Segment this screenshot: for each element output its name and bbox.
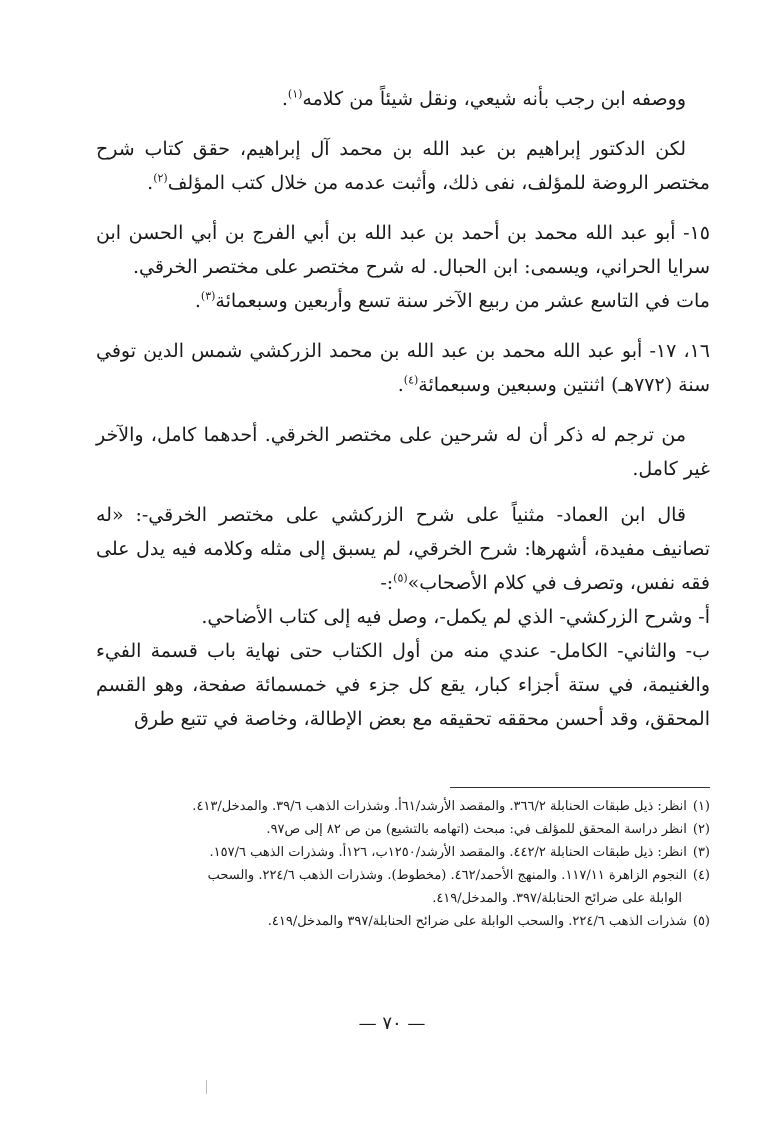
footnote-1 bbox=[96, 795, 710, 818]
paragraph-4 bbox=[96, 334, 710, 402]
paragraph-3b-text: مات في التاسع عشر من ربيع الآخر سنة تسع وأربعين وسبعمائة bbox=[215, 290, 710, 312]
paragraph-5 bbox=[96, 418, 710, 486]
paragraph-3 bbox=[96, 216, 710, 284]
list-item-b-text: ب- والثاني- الكامل- عندي منه من أول الكتاب حتى نهاية باب قسمة الفيء والغنيمة، في ستة أجزاء كبار، يقع كل جزء في خمسمائة صفحة، وهو القسم المحقق، وقد أحسن محققه تحقيقه مع بعض الإطالة، وخاصة في تتبع طرق bbox=[96, 640, 710, 730]
footnote-3-text: انظر: ذيل طبقات الحنابلة ٤٤٢/٢. والمقصد الأرشد/١٢٥٠ب، ١٢٦أ. وشذرات الذهب ١٥٧/٦. bbox=[209, 845, 687, 860]
list-item-a-text: أ- وشرح الزركشي- الذي لم يكمل-، وصل فيه إلى كتاب الأضاحي. bbox=[201, 606, 710, 628]
footnote-4-number: (٤) bbox=[692, 868, 710, 883]
paragraph-6 bbox=[96, 498, 710, 600]
footnote-1-text: انظر: ذيل طبقات الحنابلة ٣٦٦/٢. والمقصد الأرشد/٦١أ. وشذرات الذهب ٣٩/٦. والمدخل/٤١٣. bbox=[192, 799, 687, 814]
paragraph-1 bbox=[96, 82, 710, 116]
footnote-5 bbox=[96, 910, 710, 933]
paragraph-4-end: . bbox=[397, 374, 404, 396]
footnote-1-number: (١) bbox=[692, 799, 710, 814]
paragraph-4-text: ١٦، ١٧- أبو عبد الله محمد بن عبد الله بن محمد الزركشي شمس الدين توفي سنة (٧٧٢هـ) اثنتين وسبعين وسبعمائة bbox=[96, 340, 711, 396]
footnotes bbox=[96, 795, 710, 933]
paragraph-1-text: ووصفه ابن رجب بأنه شيعي، ونقل شيئاً من كلامه bbox=[302, 88, 686, 110]
paragraph-6-end: :- bbox=[380, 572, 394, 594]
page-number: — ٧٠ — bbox=[358, 1013, 426, 1034]
footnote-2-number: (٢) bbox=[692, 822, 710, 837]
list-item-a bbox=[96, 600, 710, 634]
footnote-divider bbox=[450, 787, 710, 788]
footnote-2 bbox=[96, 818, 710, 841]
paragraph-5-text: من ترجم له ذكر أن له شرحين على مختصر الخرقي. أحدهما كامل، والآخر غير كامل. bbox=[96, 424, 710, 480]
footnote-ref-4: (٤) bbox=[403, 373, 419, 387]
footnote-5-number: (٥) bbox=[692, 914, 710, 929]
paragraph-3b-end: . bbox=[194, 290, 201, 312]
footnote-4-cont-text: الوابلة على ضرائح الحنابلة/٣٩٧. والمدخل/٤١٩. bbox=[432, 891, 682, 906]
footnote-3 bbox=[96, 841, 710, 864]
main-text bbox=[96, 82, 710, 736]
paragraph-3b bbox=[96, 284, 710, 318]
list-item-b bbox=[96, 634, 710, 736]
paragraph-6-text: قال ابن العماد- مثنياً على شرح الزركشي على مختصر الخرقي-: «له تصانيف مفيدة، أشهرها: شرح الخرقي، لم يسبق إلى مثله وكلامه فيه يدل على فقه نفس، وتصرف في كلام الأصحاب» bbox=[96, 504, 710, 594]
footnote-ref-5: (٥) bbox=[393, 571, 408, 585]
footnote-2-text: انظر دراسة المحقق للمؤلف في: مبحث (اتهامه بالتشيع) من ص ٨٢ إلى ص٩٧. bbox=[266, 822, 687, 837]
footnote-4 bbox=[96, 864, 710, 887]
footnote-3-number: (٣) bbox=[692, 845, 710, 860]
paragraph-2 bbox=[96, 132, 710, 200]
footnote-4-continuation bbox=[96, 887, 710, 910]
footnote-ref-1: (١) bbox=[287, 87, 303, 101]
footnote-5-text: شذرات الذهب ٢٢٤/٦. والسحب الوابلة على ضرائح الحنابلة/٣٩٧ والمدخل/٤١٩. bbox=[267, 914, 687, 929]
footnote-ref-3: (٣) bbox=[200, 289, 216, 303]
scan-mark bbox=[206, 1080, 207, 1094]
footnote-4-text: النجوم الزاهرة ١١٧/١١. والمنهج الأحمد/٤٦٢. (مخطوط). وشذرات الذهب ٢٢٤/٦. والسحب bbox=[207, 868, 687, 883]
footnote-ref-2: (٢) bbox=[153, 171, 168, 185]
paragraph-2-text: لكن الدكتور إبراهيم بن عبد الله بن محمد آل إبراهيم، حقق كتاب شرح مختصر الروضة للمؤلف، نفى ذلك، وأثبت عدمه من خلال كتب المؤلف bbox=[96, 138, 710, 194]
paragraph-1-end: . bbox=[281, 88, 288, 110]
paragraph-3-text: ١٥- أبو عبد الله محمد بن أحمد بن عبد الله بن أبي الفرج بن أبي الحسن ابن سرايا الحراني، ويسمى: ابن الحبال. له شرح مختصر على مختصر الخرقي. bbox=[96, 222, 710, 278]
paragraph-2-end: . bbox=[147, 172, 154, 194]
